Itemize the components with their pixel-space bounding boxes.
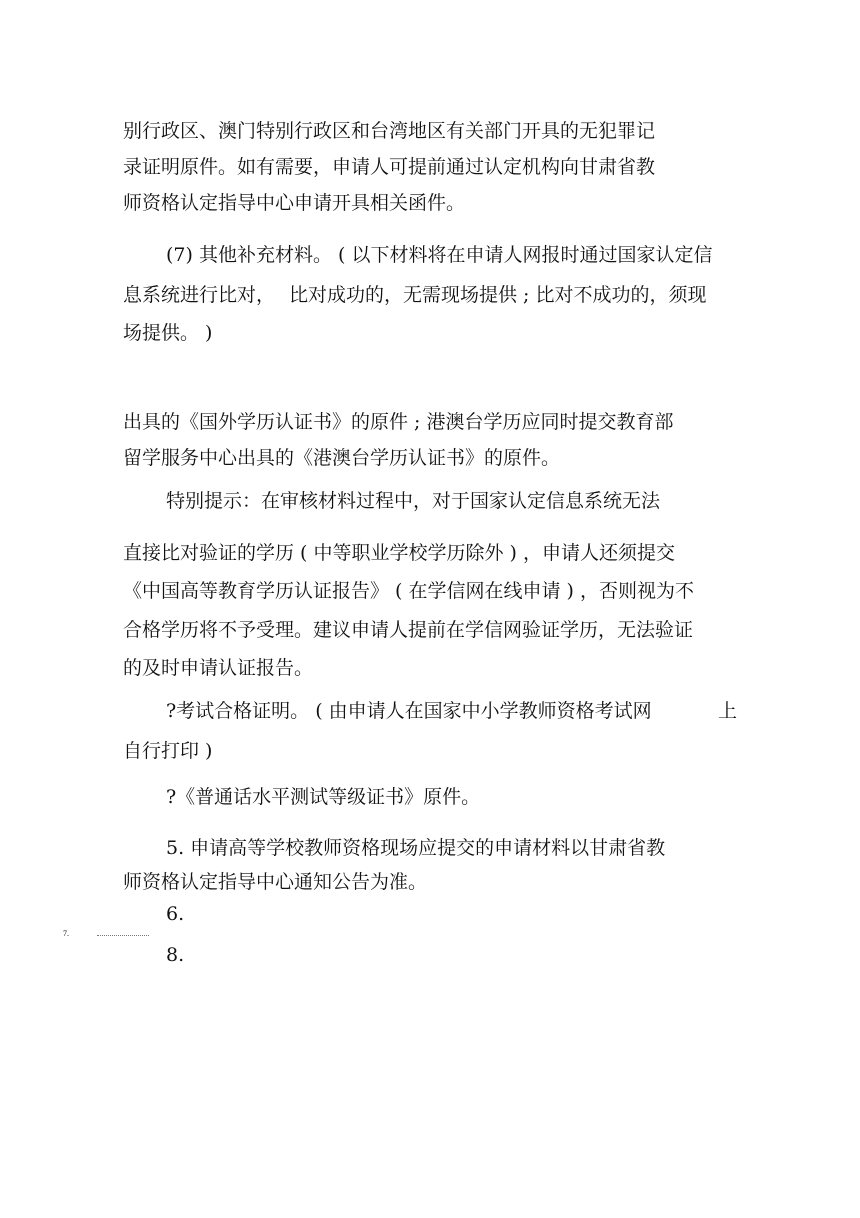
text-line: 师资格认定指导中心通知公告为准。 xyxy=(123,871,428,893)
dotted-rule xyxy=(97,935,149,936)
text-line: 5. 申请高等学校教师资格现场应提交的申请材料以甘肃省教 xyxy=(166,837,666,859)
text-line: 比对成功的，无需现场提供 ; 比对不成功的，须现 xyxy=(289,284,707,306)
text-line: 特别提示：在审核材料过程中，对于国家认定信息系统无法 xyxy=(166,490,661,512)
text-line: 合格学历将不予受理。建议申请人提前在学信网验证学历，无法验证 xyxy=(123,619,694,641)
text-line: 上 xyxy=(718,700,738,722)
text-line: 6. xyxy=(166,903,185,925)
text-line: ?《普通话水平测试等级证书》原件。 xyxy=(166,786,481,808)
side-marker: 7. xyxy=(63,929,69,938)
text-line: 自行打印 ) xyxy=(123,740,213,762)
text-line: 直接比对验证的学历 ( 中等职业学校学历除外 ) ，申请人还须提交 xyxy=(123,542,675,564)
text-line: ?考试合格证明。 ( 由申请人在国家中小学教师资格考试网 xyxy=(166,700,652,722)
text-line: 出具的《国外学历认证书》的原件 ; 港澳台学历应同时提交教育部 xyxy=(123,411,674,433)
text-line: 留学服务中心出具的《港澳台学历认证书》的原件。 xyxy=(123,447,561,469)
text-line: 别行政区、澳门特别行政区和台湾地区有关部门开具的无犯罪记 xyxy=(123,120,656,142)
text-line: 场提供。 ) xyxy=(123,322,213,344)
text-line: 的及时申请认证报告。 xyxy=(123,657,314,679)
text-line: 师资格认定指导中心申请开具相关函件。 xyxy=(123,192,466,214)
text-line: 录证明原件。如有需要，申请人可提前通过认定机构向甘肃省教 xyxy=(123,156,656,178)
text-line: 8. xyxy=(166,944,185,966)
text-line: (7) 其他补充材料。 ( 以下材料将在申请人网报时通过国家认定信 xyxy=(166,244,713,266)
text-line: 《中国高等教育学历认证报告》 ( 在学信网在线申请 ) ，否则视为不 xyxy=(123,580,694,602)
text-line: 息系统进行比对， xyxy=(123,284,276,306)
